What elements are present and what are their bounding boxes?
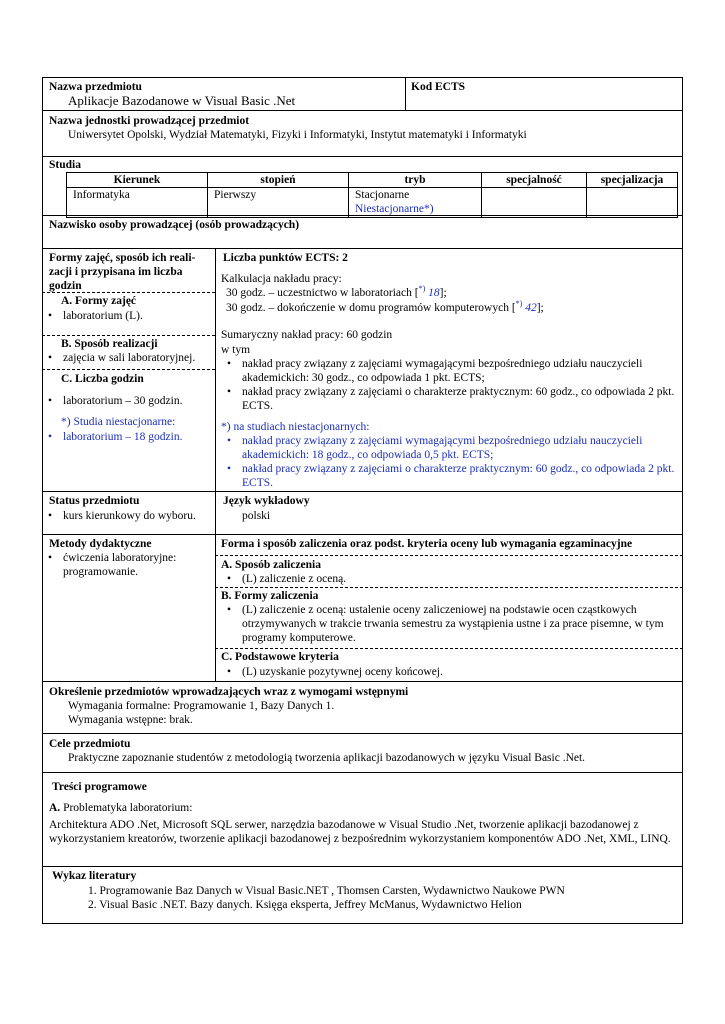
literatura-label: Wykaz literatury [52, 870, 137, 882]
ects-line-1: 30 godz. – uczestnictwo w laboratoriach [*) 18]; [226, 284, 447, 299]
list-item: • nakład pracy związany z zajęciami wymagającymi bezpośredniego udziału nauczycieli akademickich: 30 godz., co odpowiada 1 pkt. ECTS; [221, 357, 676, 385]
wymagania-formalne: Wymagania formalne: Programowanie 1, Bazy Danych 1. [68, 700, 335, 712]
studia-label: Studia [49, 159, 81, 171]
ects-sum: Sumaryczny nakład pracy: 60 godzin [221, 329, 393, 341]
studia-table [66, 172, 678, 218]
list-item: • laboratorium – 18 godzin. [42, 430, 214, 444]
jednostka-label: Nazwa jednostki prowadzącej przedmiot [49, 115, 250, 127]
tryb-niestacjonarne: Niestacjonarne*) [355, 203, 434, 215]
formy-b-list [42, 351, 214, 365]
zaliczenie-label: Forma i sposób zaliczenia oraz podst. kryteria oceny lub wymagania egzaminacyjne [221, 538, 633, 550]
formy-niest-list [42, 430, 214, 444]
wymagania-label: Określenie przedmiotów wprowadzających wraz z wymogami wstępnymi [49, 686, 409, 698]
formy-c-label: C. Liczba godzin [61, 373, 144, 385]
list-item: • kurs kierunkowy do wyboru. [42, 509, 214, 523]
jezyk-label: Język wykładowy [223, 495, 310, 507]
course-title: Aplikacje Bazodanowe w Visual Basic .Net [68, 93, 296, 108]
kod-ects-label: Kod ECTS [411, 81, 466, 93]
list-item: • nakład pracy związany z zajęciami wymagającymi bezpośredniego udziału nauczycieli akademickich: 18 godz., co odpowiada 0,5 pkt. ECTS; [221, 434, 676, 462]
zaliczenie-c-label: C. Podstawowe kryteria [221, 651, 339, 663]
col-specjalnosc: specjalność [482, 173, 587, 188]
list-item: • (L) zaliczenie z oceną. [221, 572, 676, 586]
literatura-item-2: 2. Visual Basic .NET. Bazy danych. Księga eksperta, Jeffrey McManus, Wydawnictwo Helion [88, 899, 522, 911]
list-item: • laboratorium – 30 godzin. [42, 394, 214, 408]
formy-niest-label: *) Studia niestacjonarne: [61, 416, 176, 428]
zaliczenie-a-list [221, 572, 676, 586]
list-item: • ćwiczenia laboratoryjne: programowanie. [42, 551, 214, 579]
ects-line-2: 30 godz. – dokończenie w domu programów komputerowych [*) 42]; [226, 299, 544, 314]
list-item: • nakład pracy związany z zajęciami o charakterze praktycznym: 60 godz., co odpowiada 2 pkt. ECTS. [221, 462, 676, 490]
list-item: • (L) uzyskanie pozytywnej oceny końcowej. [221, 665, 676, 679]
ects-niest-list [221, 434, 676, 490]
cell-stopien: Pierwszy [208, 188, 349, 218]
formy-b-label: B. Sposób realizacji [61, 338, 158, 350]
list-item: • nakład pracy związany z zajęciami o charakterze praktycznym: 60 godz., co odpowiada 2 pkt. ECTS. [221, 385, 676, 413]
col-specjalizacja: specjalizacja [587, 173, 678, 188]
metody-label: Metody dydaktyczne [49, 538, 152, 550]
tryb-stacjonarne: Stacjonarne [355, 189, 410, 201]
list-item: • zajęcia w sali laboratoryjnej. [42, 351, 214, 365]
ects-wtym: w tym [221, 344, 251, 356]
col-stopien: stopień [208, 173, 349, 188]
formy-c-list [42, 394, 214, 408]
wymagania-wstepne: Wymagania wstępne: brak. [68, 714, 193, 726]
status-list [42, 509, 214, 523]
formy-a-list [42, 309, 214, 323]
list-item: • (L) zaliczenie z oceną: ustalenie oceny zaliczeniowej na podstawie ocen cząstkowych otrzymywanych w trakcie trwania semestru za wystąpienia ustne i za prace pisemne, w tym programy komputerowe. [221, 603, 676, 645]
col-kierunek: Kierunek [67, 173, 208, 188]
zaliczenie-b-label: B. Formy zaliczenia [221, 590, 319, 602]
status-label: Status przedmiotu [49, 495, 140, 507]
ects-kalkulacja: Kalkulacja nakładu pracy: [221, 273, 342, 285]
jezyk-value: polski [242, 510, 271, 522]
cele-label: Cele przedmiotu [49, 738, 131, 750]
prowadzacy-label: Nazwisko osoby prowadzącej (osób prowadzących) [49, 219, 300, 231]
zaliczenie-b-list [221, 603, 676, 645]
literatura-item-1: 1. Programowanie Baz Danych w Visual Basic.NET , Thomsen Carsten, Wydawnictwo Naukowe PWN [88, 885, 565, 897]
metody-list [42, 551, 214, 579]
col-tryb: tryb [349, 173, 482, 188]
zaliczenie-c-list [221, 665, 676, 679]
nazwa-label: Nazwa przedmiotu [49, 81, 142, 93]
list-item: • laboratorium (L). [42, 309, 214, 323]
cell-specjalizacja [587, 188, 678, 218]
ects-list [221, 357, 676, 413]
cele-value: Praktyczne zapoznanie studentów z metodologią tworzenia aplikacji bazodanowych w języku Visual Basic .Net. [68, 752, 586, 764]
ects-title: Liczba punktów ECTS: 2 [223, 252, 348, 264]
cell-kierunek: Informatyka [67, 188, 208, 218]
formy-title: Formy zajęć, sposób ich reali- zacji i przypisana im liczba godzin [49, 252, 196, 292]
ects-niest-label: *) na studiach niestacjonarnych: [221, 421, 370, 433]
zaliczenie-a-label: A. Sposób zaliczenia [221, 559, 321, 571]
cell-specjalnosc [482, 188, 587, 218]
tresci-body: Architektura ADO .Net, Microsoft SQL serwer, narzędzia bazodanowe w Visual Studio .Net, tworzenie aplikacji bazodanowej z wykorzystaniem kreatorów, tworzenie aplikacji bazodanowej z bezpośrednim wykorzystaniem komponentów ADO .Net, XML, LINQ. [49, 819, 671, 845]
jednostka-value: Uniwersytet Opolski, Wydział Matematyki, Fizyki i Informatyki, Instytut matematyki i Informatyki [68, 129, 527, 141]
cell-tryb [349, 188, 482, 218]
tresci-label: Treści programowe [52, 781, 147, 793]
tresci-a: A. Problematyka laboratorium: [49, 802, 193, 814]
formy-a-label: A. Formy zajęć [61, 295, 137, 307]
